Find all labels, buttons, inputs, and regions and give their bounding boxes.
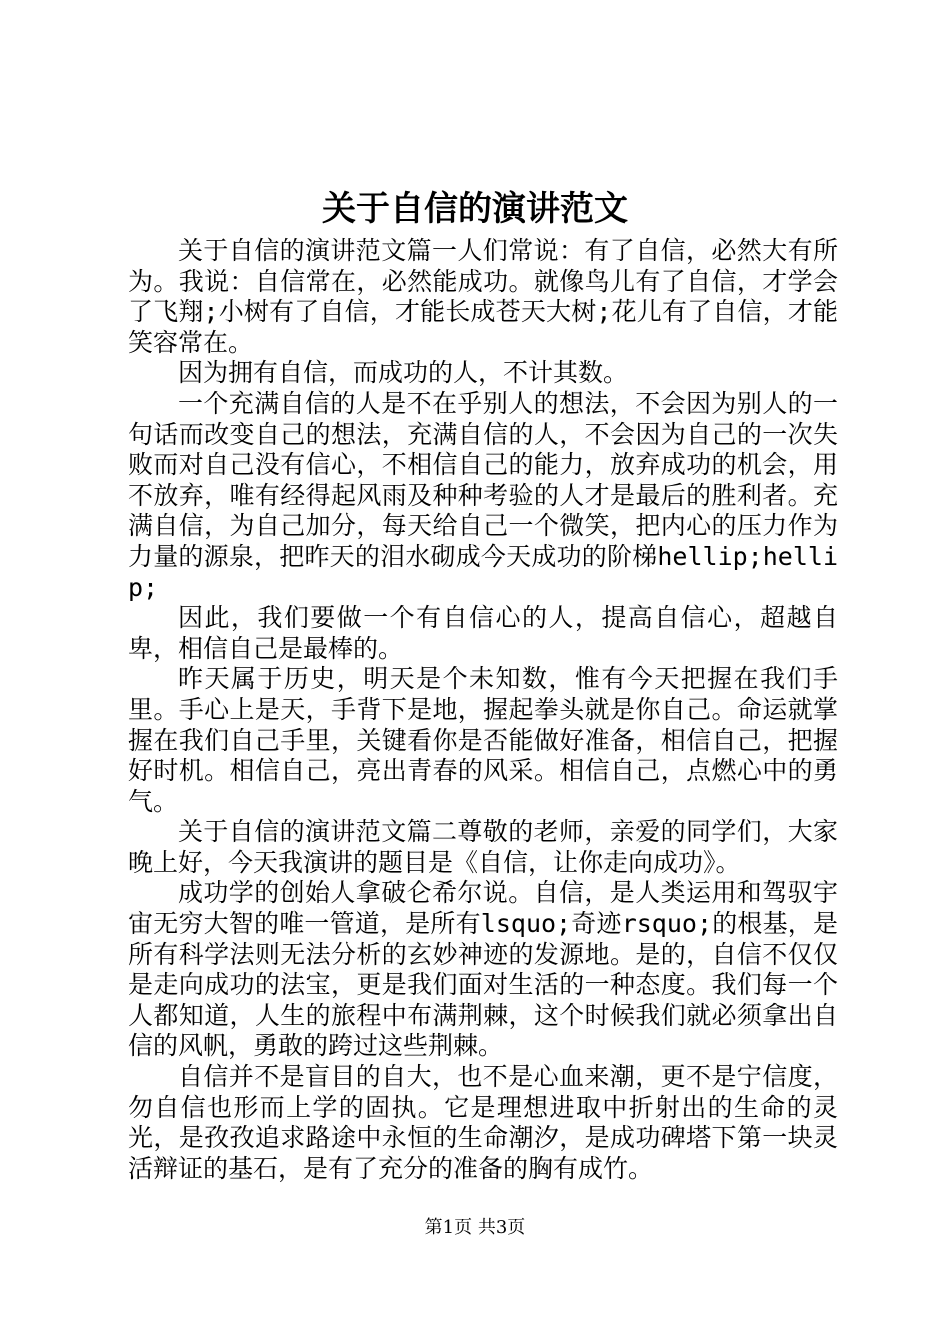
paragraph: 因此，我们要做一个有自信心的人，提高自信心，超越自卑，相信自己是最棒的。 xyxy=(128,603,838,663)
paragraph: 关于自信的演讲范文篇二尊敬的老师，亲爱的同学们，大家晚上好，今天我演讲的题目是《自信，让你走向成功》。 xyxy=(128,817,838,877)
document-body xyxy=(128,236,838,1184)
paragraph: 成功学的创始人拿破仑希尔说。自信，是人类运用和驾驭宇宙无穷大智的唯一管道，是所有lsquo;奇迹rsquo;的根基，是所有科学法则无法分析的玄妙神迹的发源地。是的，自信不仅仅是走向成功的法宝，更是我们面对生活的一种态度。我们每一个人都知道，人生的旅程中布满荆棘，这个时候我们就必须拿出自信的风帆，勇敢的跨过这些荆棘。 xyxy=(128,878,838,1061)
paragraph: 关于自信的演讲范文篇一人们常说：有了自信，必然大有所为。我说：自信常在，必然能成功。就像鸟儿有了自信，才学会了飞翔;小树有了自信，才能长成苍天大树;花儿有了自信，才能笑容常在。 xyxy=(128,236,838,357)
paragraph: 一个充满自信的人是不在乎别人的想法，不会因为别人的一句话而改变自己的想法，充满自信的人，不会因为自己的一次失败而对自己没有信心，不相信自己的能力，放弃成功的机会，用不放弃，唯有经得起风雨及种种考验的人才是最后的胜利者。充满自信，为自己加分，每天给自己一个微笑，把内心的压力作为力量的源泉，把昨天的泪水砌成今天成功的阶梯hellip;hellip; xyxy=(128,388,838,602)
paragraph: 自信并不是盲目的自大，也不是心血来潮，更不是宁信度，勿自信也形而上学的固执。它是理想进取中折射出的生命的灵光，是孜孜追求路途中永恒的生命潮汐，是成功碑塔下第一块灵活辩证的基石，是有了充分的准备的胸有成竹。 xyxy=(128,1062,838,1183)
document-title: 关于自信的演讲范文 xyxy=(322,189,628,229)
paragraph: 因为拥有自信，而成功的人，不计其数。 xyxy=(178,358,629,388)
paragraph: 昨天属于历史，明天是个未知数，惟有今天把握在我们手里。手心上是天，手背下是地，握起拳头就是你自己。命运就掌握在我们自己手里，关键看你是否能做好准备，相信自己，把握好时机。相信自己，亮出青春的风采。相信自己，点燃心中的勇气。 xyxy=(128,664,838,816)
page-number: 第1页 共3页 xyxy=(424,1217,526,1238)
page-footer xyxy=(0,1216,950,1240)
